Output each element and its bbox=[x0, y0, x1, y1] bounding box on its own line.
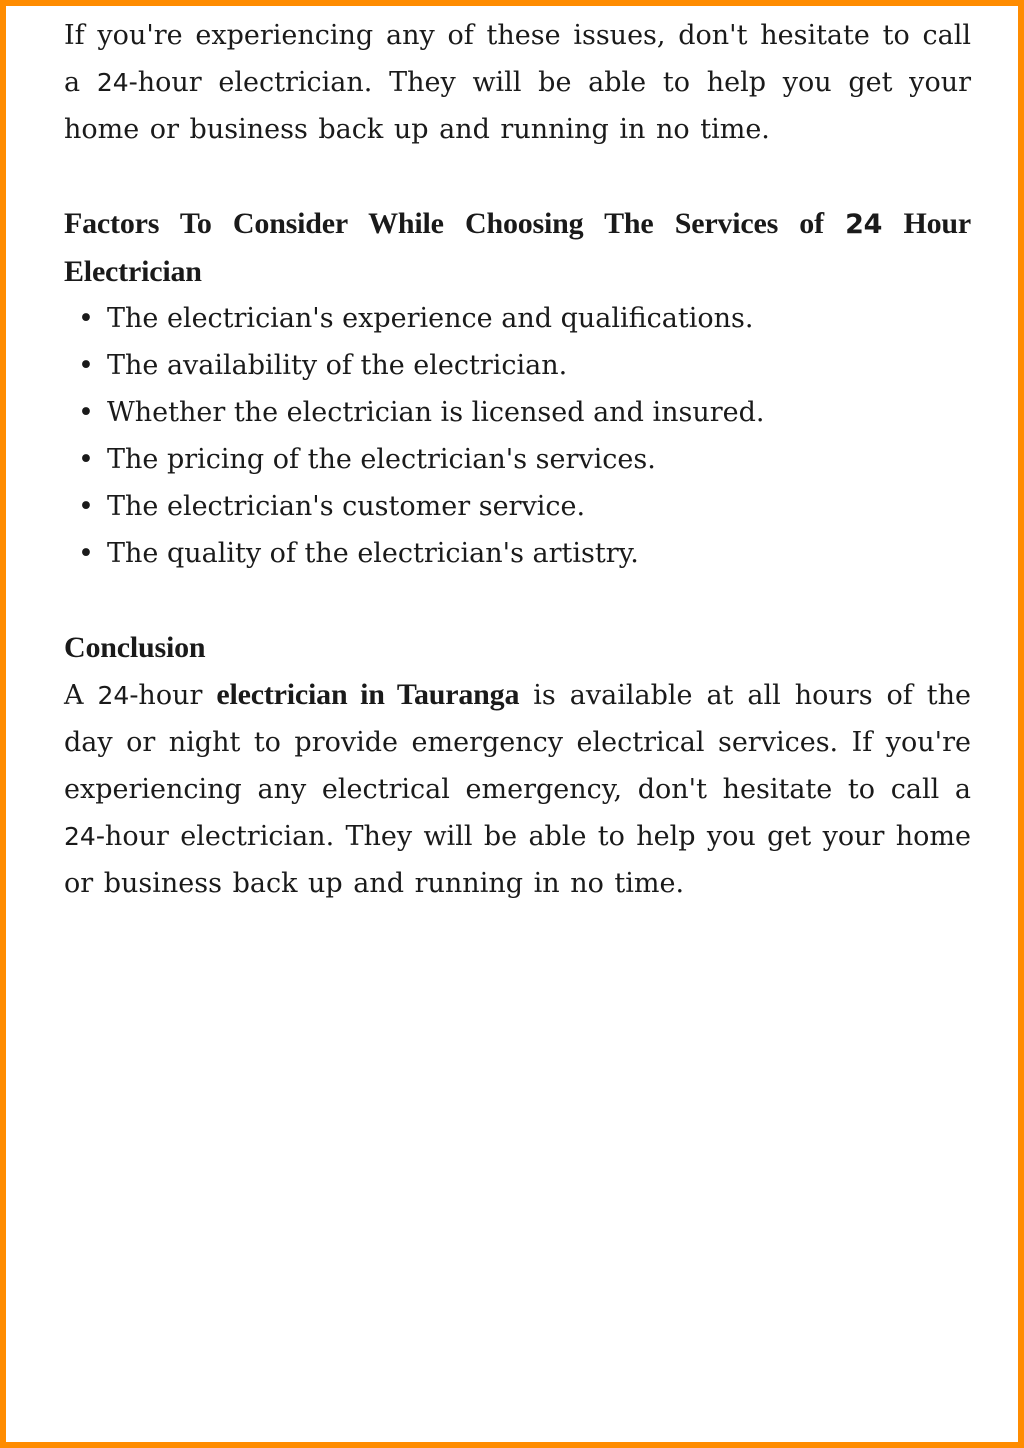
factors-heading-text-1: Factors To Consider While Choosing The Services of bbox=[64, 207, 846, 240]
article-body bbox=[64, 12, 971, 907]
list-item: • The availability of the electrician. bbox=[64, 342, 971, 389]
factors-list bbox=[64, 295, 971, 577]
factors-heading-text-2: Hour Electrician bbox=[64, 207, 971, 288]
conclusion-paragraph bbox=[64, 671, 971, 907]
conclusion-number-2: 24 bbox=[64, 822, 96, 851]
intro-text-1: If you're experiencing any of these issues, don't hesitate to call a bbox=[64, 20, 971, 98]
conclusion-text-3: is available at all hours of the day or night to provide emergency electrical services. If you're experiencing any electrical emergency, don't hesitate to call a bbox=[64, 680, 972, 805]
conclusion-text-2: -hour bbox=[129, 680, 217, 711]
factors-heading bbox=[64, 200, 971, 295]
list-item: • The electrician's experience and qualifications. bbox=[64, 295, 971, 342]
list-item: • The pricing of the electrician's services. bbox=[64, 436, 971, 483]
electrician-tauranga-link[interactable]: electrician in Tauranga bbox=[216, 678, 520, 711]
intro-paragraph bbox=[64, 12, 971, 153]
conclusion-heading: Conclusion bbox=[64, 631, 206, 664]
list-item: • The quality of the electrician's artistry. bbox=[64, 530, 971, 577]
factors-heading-number: 24 bbox=[845, 209, 883, 240]
conclusion-text-1: A bbox=[64, 680, 98, 711]
conclusion-text-4: -hour electrician. They will be able to help you get your home or business back up and running in no time. bbox=[64, 821, 971, 899]
intro-number: 24 bbox=[96, 68, 129, 97]
list-item: • Whether the electrician is licensed and insured. bbox=[64, 389, 971, 436]
conclusion-number-1: 24 bbox=[97, 681, 130, 710]
intro-text-2: -hour electrician. They will be able to help you get your home or business back up and running in no time. bbox=[64, 67, 971, 145]
list-item: • The electrician's customer service. bbox=[64, 483, 971, 530]
